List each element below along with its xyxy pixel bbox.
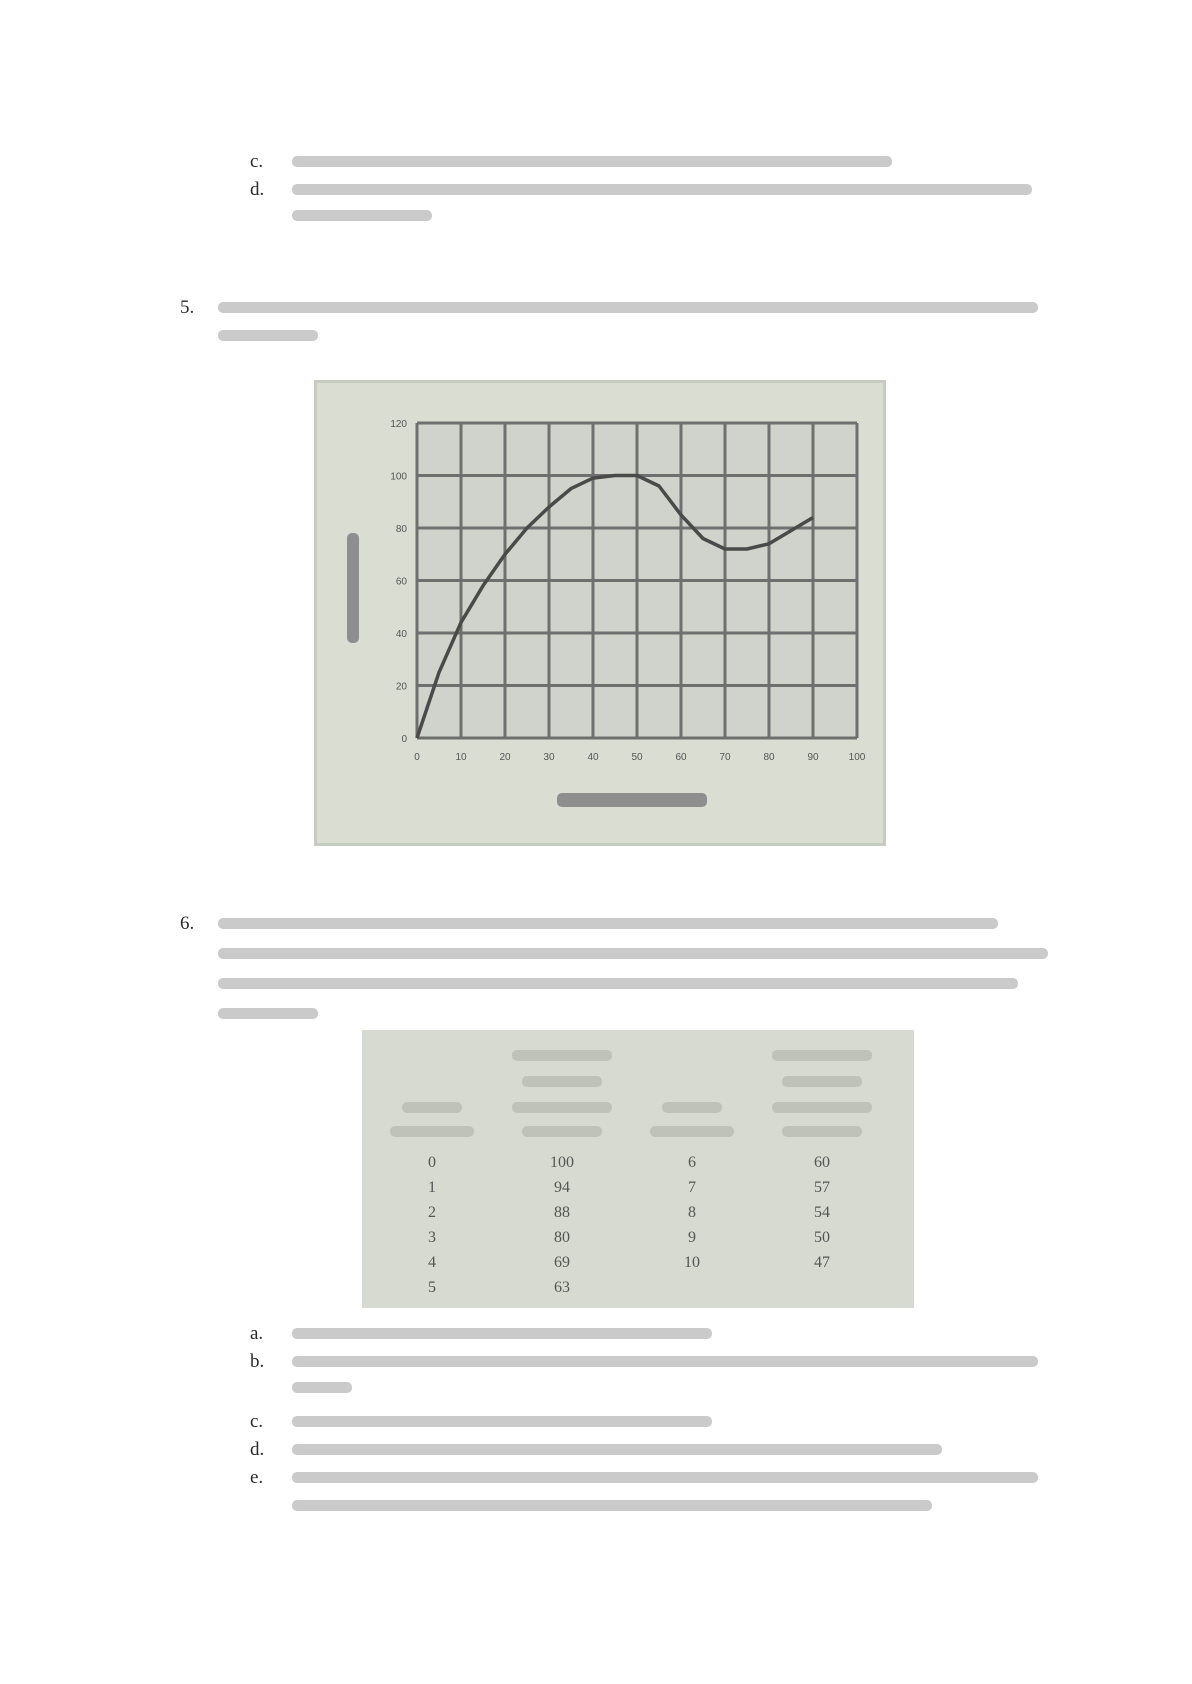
item-5-placeholder-2	[218, 330, 318, 341]
decay-table	[362, 1030, 914, 1308]
x-tick-label: 40	[587, 752, 599, 763]
x-tick-label: 0	[414, 752, 420, 763]
table-cell: 5	[428, 1279, 436, 1296]
subitem-d-label: d.	[250, 1439, 265, 1460]
header-placeholder-4c	[772, 1102, 872, 1113]
subitem-e-placeholder	[292, 1472, 1038, 1483]
table-cell: 7	[688, 1179, 696, 1196]
y-tick-label: 60	[395, 576, 407, 588]
item-5-label: 5.	[180, 297, 195, 318]
item-c-label: c.	[250, 151, 264, 172]
header-placeholder-2d	[522, 1126, 602, 1137]
y-tick-label: 80	[395, 524, 407, 535]
header-placeholder-4a	[772, 1050, 872, 1061]
x-tick-label: 10	[455, 752, 467, 763]
chart-figure	[314, 380, 886, 846]
table-cell: 2	[428, 1204, 436, 1221]
header-placeholder-4b	[782, 1076, 862, 1087]
x-tick-label: 20	[499, 752, 511, 763]
x-tick-label: 100	[848, 752, 866, 763]
x-axis-title-placeholder	[557, 793, 707, 807]
item-6-placeholder-3	[218, 978, 1018, 989]
subitem-c-label: c.	[250, 1411, 264, 1432]
item-d-label: d.	[250, 179, 265, 200]
table-cell: 69	[554, 1254, 570, 1271]
subitem-c-placeholder	[292, 1416, 712, 1427]
item-6-label: 6.	[180, 913, 195, 934]
table-cell: 4	[428, 1254, 436, 1271]
x-tick-label: 30	[543, 752, 555, 763]
item-5-placeholder	[218, 302, 1038, 313]
header-placeholder-2b	[522, 1076, 602, 1087]
x-tick-label: 60	[675, 752, 687, 763]
item-6-placeholder-2	[218, 948, 1048, 959]
table-cell: 50	[814, 1229, 830, 1246]
y-tick-label: 100	[390, 471, 407, 483]
header-placeholder-2a	[512, 1050, 612, 1061]
y-tick-label: 120	[390, 419, 407, 430]
subitem-d-placeholder	[292, 1444, 942, 1455]
x-tick-label: 70	[719, 752, 731, 763]
subitem-a-label: a.	[250, 1323, 264, 1344]
table-cell: 54	[814, 1204, 830, 1221]
subitem-b-label: b.	[250, 1351, 265, 1372]
header-placeholder-3	[662, 1102, 722, 1113]
header-placeholder-3b	[650, 1126, 734, 1137]
table-cell: 10	[684, 1254, 700, 1271]
subitem-b-placeholder	[292, 1356, 1038, 1367]
item-6-placeholder-4	[218, 1008, 318, 1019]
subitem-a-placeholder	[292, 1328, 712, 1339]
x-tick-label: 90	[807, 752, 819, 763]
header-placeholder-4d	[782, 1126, 862, 1137]
item-c-placeholder	[292, 156, 892, 167]
table-cell: 100	[550, 1154, 574, 1171]
table-cell: 88	[554, 1204, 570, 1221]
table-cell: 9	[688, 1229, 696, 1246]
y-tick-label: 40	[395, 629, 407, 640]
x-tick-label: 80	[763, 752, 775, 763]
header-placeholder-1b	[390, 1126, 474, 1137]
table-cell: 6	[688, 1154, 696, 1171]
subitem-e-placeholder-2	[292, 1500, 932, 1511]
table-cell: 0	[428, 1154, 436, 1171]
y-tick-label: 0	[401, 734, 407, 745]
table-cell: 57	[814, 1179, 830, 1196]
table-cell: 63	[554, 1279, 570, 1296]
item-d-placeholder	[292, 184, 1032, 195]
table-cell: 60	[814, 1154, 830, 1171]
table-cell: 94	[554, 1179, 570, 1196]
y-axis-title-placeholder	[347, 533, 359, 643]
table-cell: 80	[554, 1229, 570, 1246]
header-placeholder-2c	[512, 1102, 612, 1113]
x-tick-label: 50	[631, 752, 643, 763]
table-cell: 1	[428, 1179, 436, 1196]
item-6-placeholder-1	[218, 918, 998, 929]
subitem-e-label: e.	[250, 1467, 264, 1488]
table-cell: 47	[814, 1254, 830, 1271]
line-chart	[317, 383, 883, 843]
table-cell: 3	[428, 1229, 436, 1246]
y-tick-label: 20	[395, 681, 407, 693]
table-cell: 8	[688, 1204, 696, 1221]
header-placeholder-1	[402, 1102, 462, 1113]
item-d-placeholder-2	[292, 210, 432, 221]
subitem-b-placeholder-2	[292, 1382, 352, 1393]
